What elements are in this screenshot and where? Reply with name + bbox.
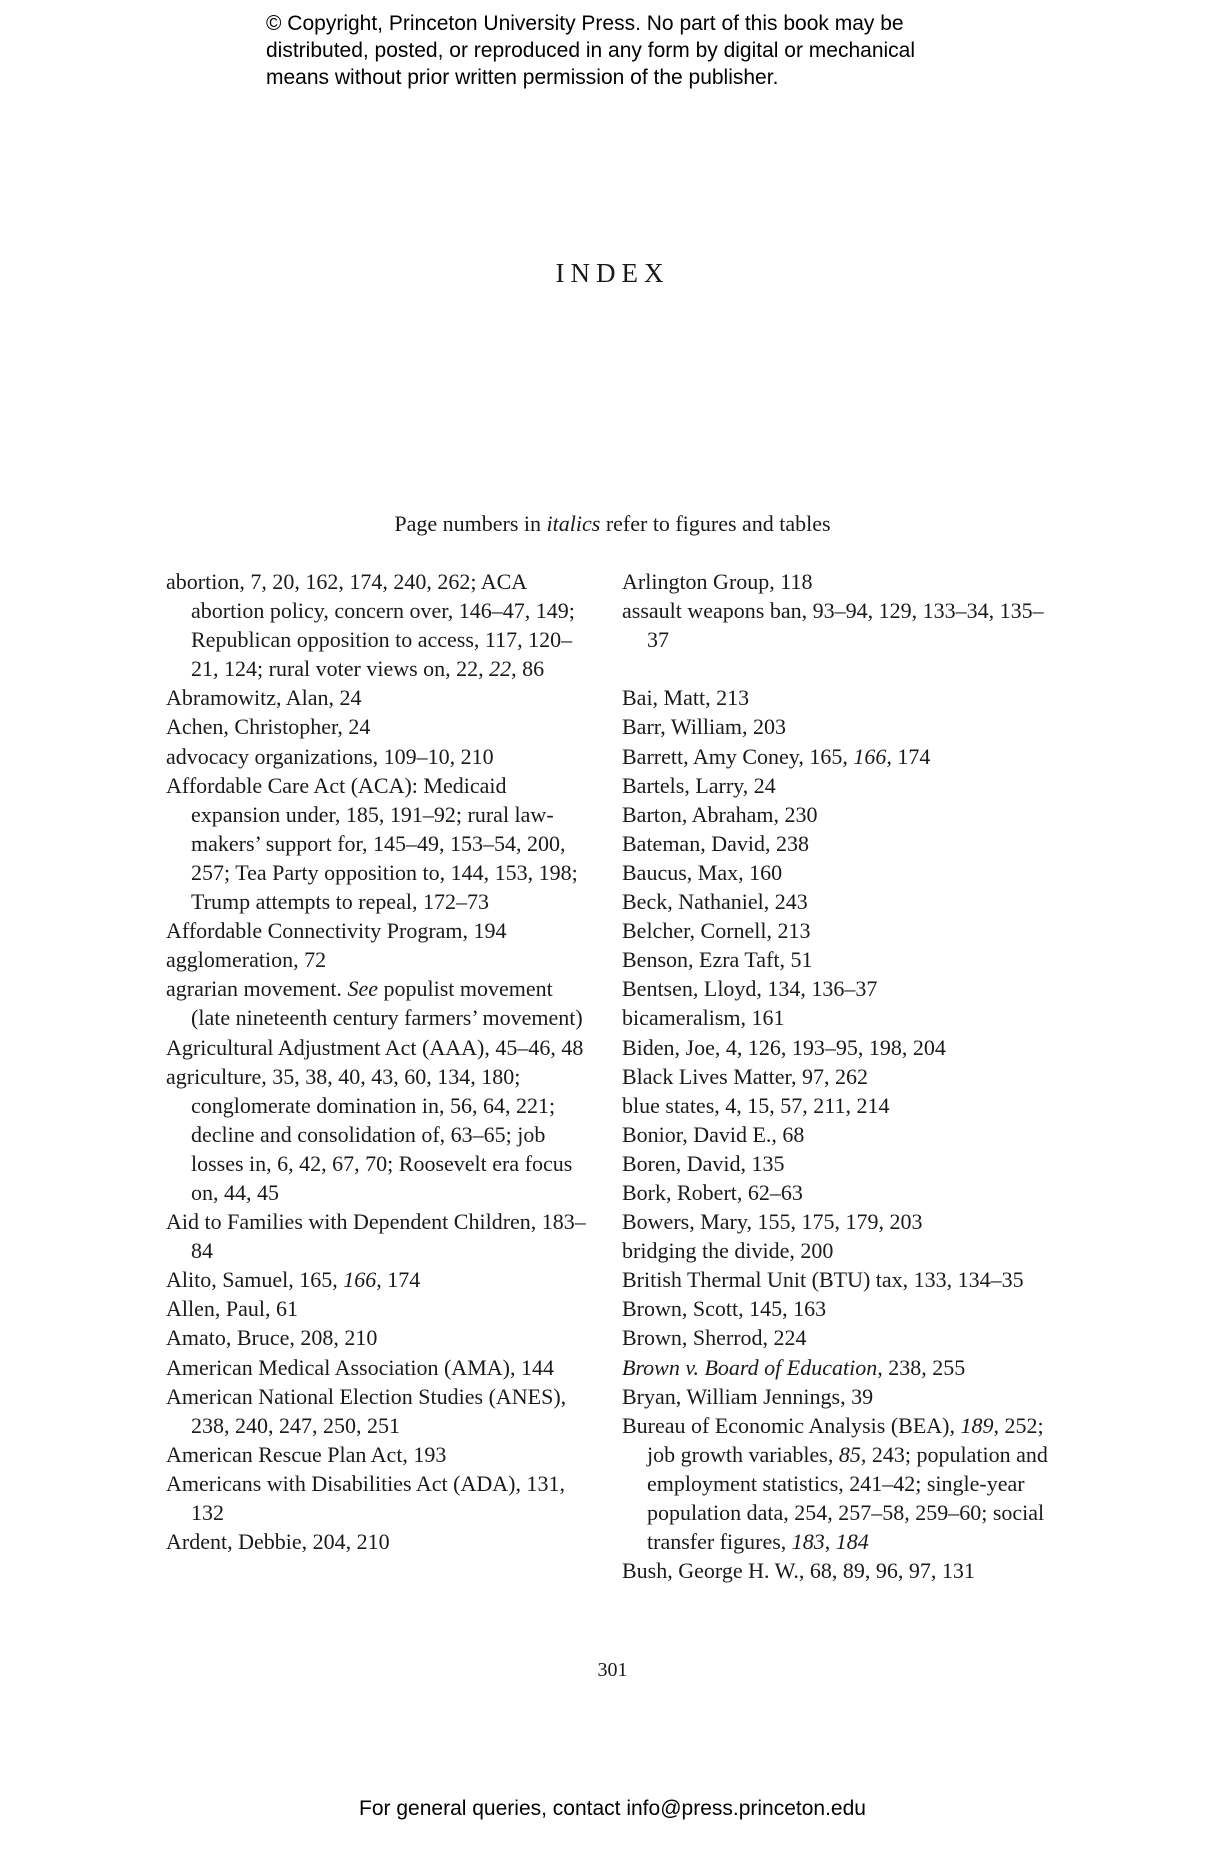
index-entry — [166, 1353, 586, 1382]
index-entry — [622, 1207, 1062, 1236]
entry-text: , 174 — [886, 743, 931, 769]
entry-text: Americans with Disabilities Act (ADA), 131, 132 — [166, 1470, 565, 1525]
entry-text: , — [824, 1529, 836, 1555]
index-entry — [622, 858, 1062, 887]
entry-text: Black Lives Matter, 97, 262 — [622, 1063, 868, 1089]
entry-italic-text: 22 — [489, 656, 512, 682]
entry-text: Bonior, David E., 68 — [622, 1121, 805, 1147]
index-entry — [166, 1294, 586, 1323]
index-entry — [166, 1382, 586, 1440]
entry-italic-text: 85 — [838, 1441, 861, 1467]
index-entry — [622, 771, 1062, 800]
entry-text: Bork, Robert, 62–63 — [622, 1179, 803, 1205]
index-entry — [166, 1265, 586, 1294]
entry-text: assault weapons ban, 93–94, 129, 133–34, 135–37 — [622, 598, 1044, 653]
note-text: refer to figures and tables — [600, 511, 831, 536]
entry-text: Bartels, Larry, 24 — [622, 772, 776, 798]
entry-text: abortion, 7, 20, 162, 174, 240, 262; ACA abortion policy, concern over, 146–47, 149; Republican opposition to access, 117, 120–21, 124; rural voter views on, 22, — [166, 569, 575, 682]
index-entry — [622, 945, 1062, 974]
entry-text: , 86 — [511, 656, 545, 682]
index-entry — [622, 916, 1062, 945]
index-entry — [622, 567, 1062, 596]
copyright-line: means without prior written permission of the publisher. — [266, 66, 779, 89]
note-text: Page numbers in — [394, 511, 547, 536]
entry-text: American Medical Association (AMA), 144 — [166, 1354, 554, 1380]
footer-contact: For general queries, contact info@press.princeton.edu — [359, 1797, 866, 1820]
entry-text: Baucus, Max, 160 — [622, 859, 783, 885]
copyright-line: © Copyright, Princeton University Press. No part of this book may be — [266, 12, 904, 35]
index-entry — [166, 974, 586, 1032]
entry-text: Affordable Connectivity Program, 194 — [166, 918, 507, 944]
index-entry — [166, 771, 586, 916]
entry-text: Biden, Joe, 4, 126, 193–95, 198, 204 — [622, 1034, 946, 1060]
entry-text: advocacy organizations, 109–10, 210 — [166, 743, 494, 769]
entry-italic-text: Brown v. Board of Education — [622, 1354, 878, 1380]
index-entry — [622, 887, 1062, 916]
entry-text: Bureau of Economic Analysis (BEA), — [622, 1412, 961, 1438]
index-entry — [166, 916, 586, 945]
entry-text: Bush, George H. W., 68, 89, 96, 97, 131 — [622, 1558, 975, 1584]
entry-text: Bryan, William Jennings, 39 — [622, 1383, 874, 1409]
entry-text: American National Election Studies (ANES), 238, 240, 247, 250, 251 — [166, 1383, 567, 1438]
entry-text: Alito, Samuel, 165, — [166, 1267, 344, 1293]
entry-text: blue states, 4, 15, 57, 211, 214 — [622, 1092, 890, 1118]
index-entry — [622, 829, 1062, 858]
entry-text: Brown, Sherrod, 224 — [622, 1325, 807, 1351]
page-title: INDEX — [555, 258, 670, 288]
entry-text: American Rescue Plan Act, 193 — [166, 1441, 447, 1467]
index-entry — [166, 1207, 586, 1265]
entry-text: Affordable Care Act (ACA): Medicaid expansion under, 185, 191–92; rural law-makers’ support for, 145–49, 153–54, 200, 257; Tea Party opposition to, 144, 153, 198; Trump attempts to repeal, 172–73 — [166, 772, 578, 915]
index-entry — [622, 1003, 1062, 1032]
index-entry — [166, 567, 586, 683]
index-entry — [622, 1323, 1062, 1352]
index-entry — [622, 712, 1062, 741]
entry-text: Belcher, Cornell, 213 — [622, 918, 811, 944]
entry-text: agglomeration, 72 — [166, 947, 327, 973]
entry-text: , 252; job growth variables, — [647, 1412, 1044, 1467]
entry-italic-text: 184 — [835, 1529, 869, 1555]
index-entry — [622, 1178, 1062, 1207]
index-entry — [622, 800, 1062, 829]
index-entry — [622, 1062, 1062, 1091]
index-column-left — [166, 567, 586, 1556]
index-entry — [622, 1236, 1062, 1265]
index-entry — [622, 1120, 1062, 1149]
index-entry — [166, 742, 586, 771]
entry-italic-text: 166 — [343, 1267, 377, 1293]
entry-text: Arlington Group, 118 — [622, 569, 813, 594]
index-entry — [166, 1469, 586, 1527]
index-entry — [622, 1033, 1062, 1062]
entry-text: British Thermal Unit (BTU) tax, 133, 134–35 — [622, 1267, 1024, 1293]
index-column-right — [622, 567, 1062, 1585]
index-entry — [622, 1149, 1062, 1178]
index-entry — [166, 683, 586, 712]
index-entry — [622, 1265, 1062, 1294]
index-entry — [166, 712, 586, 741]
entry-text: agriculture, 35, 38, 40, 43, 60, 134, 180; conglomerate domination in, 56, 64, 221; decline and consolidation of, 63–65; job losses in, 6, 42, 67, 70; Roosevelt era focus on, 44, 45 — [166, 1063, 573, 1205]
index-entry — [166, 1033, 586, 1062]
index-entry — [622, 596, 1062, 654]
index-entry — [166, 1440, 586, 1469]
entry-text: Bentsen, Lloyd, 134, 136–37 — [622, 976, 878, 1002]
entry-text: Benson, Ezra Taft, 51 — [622, 947, 813, 973]
index-entry — [622, 683, 1062, 712]
entry-text: , 174 — [376, 1267, 421, 1293]
index-entry — [622, 1411, 1062, 1556]
entry-text: , 238, 255 — [877, 1354, 966, 1380]
index-entry — [622, 1353, 1062, 1382]
index-entry — [166, 1062, 586, 1207]
copyright-notice — [266, 10, 1026, 91]
entry-text: Allen, Paul, 61 — [166, 1296, 298, 1322]
index-entry — [166, 1323, 586, 1352]
entry-text: bridging the divide, 200 — [622, 1238, 834, 1264]
entry-italic-text: 189 — [960, 1412, 994, 1438]
entry-text: , 243; population and employment statistics, 241–42; single-year population data, 254, 257–58, 259–60; social transfer figures, — [647, 1441, 1048, 1555]
entry-text: populist movement (late nineteenth century farmers’ movement) — [191, 976, 583, 1031]
entry-text: Barr, William, 203 — [622, 714, 787, 740]
entry-text: Bateman, David, 238 — [622, 830, 809, 856]
index-entry — [622, 974, 1062, 1003]
note-italic-word: italics — [546, 511, 601, 536]
entry-text: Bowers, Mary, 155, 175, 179, 203 — [622, 1209, 923, 1235]
page-number: 301 — [597, 1659, 628, 1681]
entry-text: Beck, Nathaniel, 243 — [622, 889, 808, 915]
entry-text: Agricultural Adjustment Act (AAA), 45–46, 48 — [166, 1034, 584, 1060]
copyright-line: distributed, posted, or reproduced in any form by digital or mechanical — [266, 39, 916, 62]
entry-text: Bai, Matt, 213 — [622, 685, 750, 711]
entry-text: Ardent, Debbie, 204, 210 — [166, 1529, 390, 1555]
entry-text: Aid to Families with Dependent Children, 183–84 — [166, 1209, 586, 1264]
index-entry — [622, 1382, 1062, 1411]
entry-text: Brown, Scott, 145, 163 — [622, 1296, 827, 1322]
entry-text: Barton, Abraham, 230 — [622, 801, 818, 827]
letter-group-gap — [622, 654, 1062, 683]
index-entry — [166, 1527, 586, 1556]
entry-text: Amato, Bruce, 208, 210 — [166, 1325, 378, 1351]
entry-italic-text: 166 — [853, 743, 887, 769]
entry-text: agrarian movement. — [166, 976, 348, 1002]
entry-italic-text: 183 — [791, 1529, 825, 1555]
entry-text: Boren, David, 135 — [622, 1150, 785, 1176]
entry-text: Barrett, Amy Coney, 165, — [622, 743, 854, 769]
entry-text: Abramowitz, Alan, 24 — [166, 685, 362, 711]
index-entry — [622, 1091, 1062, 1120]
index-entry — [166, 945, 586, 974]
entry-italic-text: See — [347, 976, 378, 1002]
index-entry — [622, 1556, 1062, 1585]
index-note — [0, 509, 1225, 538]
entry-text: bicameralism, 161 — [622, 1005, 785, 1031]
index-entry — [622, 1294, 1062, 1323]
entry-text: Achen, Christopher, 24 — [166, 714, 371, 740]
index-entry — [622, 742, 1062, 771]
